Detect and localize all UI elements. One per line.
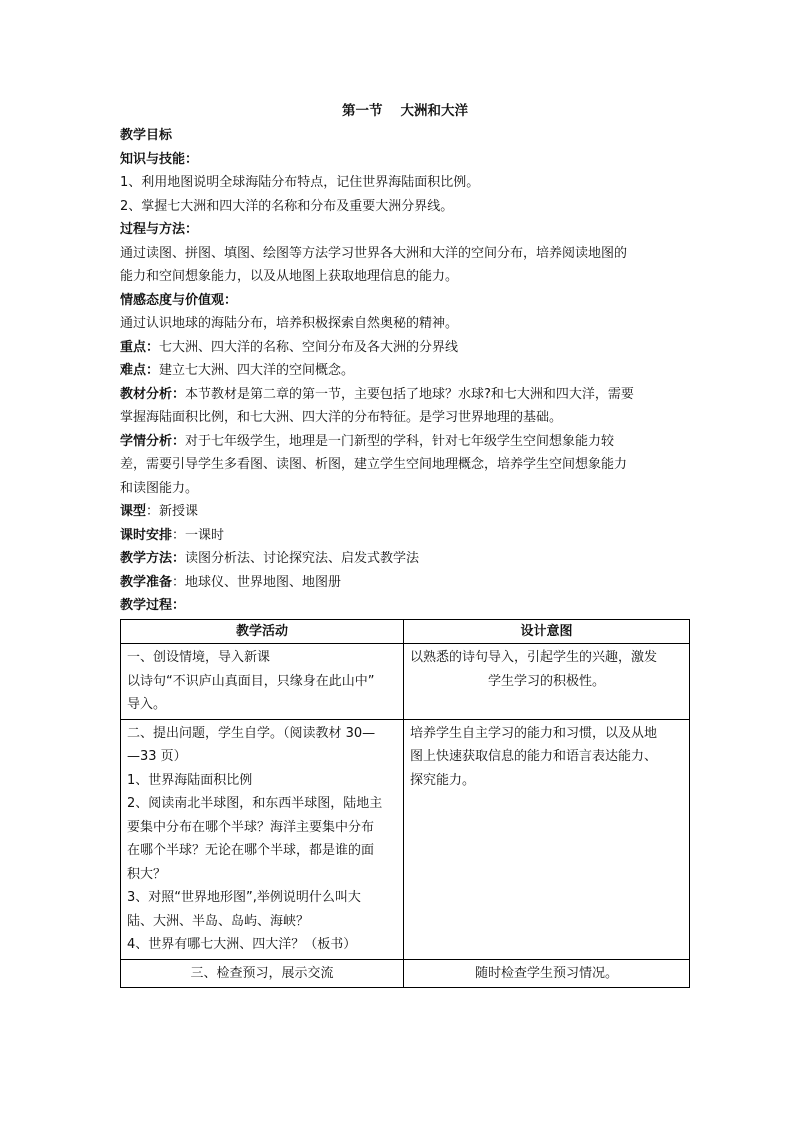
cell-line: 4、世界有哪七大洲、四大洋？（板书）	[127, 937, 357, 952]
cell-line: 在哪个半球？无论在哪个半球，都是谁的面	[127, 843, 375, 858]
prep-text: ：地球仪、世界地图、地图册	[172, 574, 342, 590]
cell-line: 培养学生自主学习的能力和习惯，以及从地	[410, 725, 658, 741]
knowledge-item: 2、掌握七大洲和四大洋的名称和分布及重要大洲分界线。	[120, 198, 454, 214]
section-title: 大洲和大洋	[400, 103, 468, 119]
table-row	[121, 719, 690, 959]
process-text-line: 能力和空间想象能力，以及从地图上获取地理信息的能力。	[120, 269, 459, 284]
difficulty	[120, 359, 690, 383]
table-row	[121, 644, 690, 720]
cell-line: 2、阅读南北半球图，和东西半球图，陆地主	[127, 796, 383, 811]
process-text-line: 通过读图、拼图、填图、绘图等方法学习世界各大洲和大洋的空间分布，培养阅读地图的	[120, 245, 628, 261]
difficulty-label: 难点：	[120, 363, 160, 378]
difficulty-text: 建立七大洲、四大洋的空间概念。	[159, 363, 355, 378]
students-label: 学情分析：	[120, 433, 186, 449]
cell-line: 二、提出问题，学生自学。（阅读教材 30—	[127, 725, 376, 741]
students-text-line: 对于七年级学生，地理是一门新型的学科，针对七年级学生空间想象能力较	[185, 433, 615, 449]
prep-label: 教学准备	[120, 574, 173, 590]
schedule	[120, 524, 690, 548]
cell-line: 1、世界海陆面积比例	[127, 772, 253, 788]
column-header-activity: 教学活动	[121, 619, 404, 644]
knowledge-heading: 知识与技能：	[120, 151, 199, 167]
methods-label: 教学方法：	[120, 551, 186, 566]
student-analysis	[120, 430, 690, 454]
process-table-heading: 教学过程：	[120, 598, 186, 613]
cell-line: 随时检查学生预习情况。	[474, 965, 618, 981]
schedule-text: ：一课时	[172, 527, 225, 543]
cell-line: 陆、大洲、半岛、岛屿、海峡？	[127, 913, 310, 929]
lesson-type-text: ：新授课	[146, 504, 199, 519]
cell-line: 探究能力。	[410, 772, 476, 788]
activity-cell	[121, 959, 404, 988]
lesson-type	[120, 500, 690, 524]
key-point-label: 重点：	[120, 339, 160, 355]
students-text-line: 和读图能力。	[120, 480, 199, 496]
activity-cell	[121, 719, 404, 959]
column-header-intent: 设计意图	[404, 619, 690, 644]
cell-line: 3、对照“世界地形图”,举例说明什么叫大	[127, 890, 361, 905]
table-row	[121, 959, 690, 988]
knowledge-item: 1、利用地图说明全球海陆分布特点，记住世界海陆面积比例。	[120, 175, 480, 190]
material-text-line: 本节教材是第二章的第一节，主要包括了地球？水球?和七大洲和四大洋，需要	[185, 386, 634, 402]
material-text-line: 掌握海陆面积比例，和七大洲、四大洋的分布特征。是学习世界地理的基础。	[120, 410, 563, 425]
intent-cell	[404, 719, 690, 959]
cell-line: 图上快速获取信息的能力和语言表达能力、	[410, 749, 658, 764]
cell-line: 三、检查预习，展示交流	[190, 965, 334, 981]
teaching-process-table	[120, 619, 690, 989]
cell-line: 以熟悉的诗句导入，引起学生的兴趣，激发	[410, 650, 658, 665]
cell-line: 一、创设情境，导入新课	[127, 650, 271, 665]
emotion-text: 通过认识地球的海陆分布，培养积极探索自然奥秘的精神。	[120, 316, 459, 331]
intent-cell	[404, 959, 690, 988]
lesson-type-label: 课型	[120, 504, 147, 519]
cell-line: —33 页）	[127, 749, 187, 764]
table-header-row	[121, 619, 690, 644]
goals-heading: 教学目标	[120, 128, 173, 143]
section-number: 第一节	[342, 103, 383, 119]
cell-line: 要集中分布在哪个半球？海洋主要集中分布	[127, 819, 375, 835]
cell-line: 学生学习的积极性。	[487, 673, 605, 689]
emotion-heading: 情感态度与价值观：	[120, 292, 238, 308]
schedule-label: 课时安排	[120, 527, 173, 543]
document-page	[120, 100, 690, 988]
intent-cell	[404, 644, 690, 720]
cell-line: 以诗句“不识庐山真面目，只缘身在此山中”	[127, 673, 375, 689]
cell-line: 导入。	[127, 697, 167, 712]
teaching-prep	[120, 571, 690, 595]
activity-cell	[121, 644, 404, 720]
key-point-text: 七大洲、四大洋的名称、空间分布及各大洲的分界线	[159, 339, 459, 355]
key-point	[120, 336, 690, 360]
students-text-line: 差，需要引导学生多看图、读图、析图，建立学生空间地理概念，培养学生空间想象能力	[120, 457, 628, 472]
teaching-methods	[120, 547, 690, 571]
methods-text: 读图分析法、讨论探究法、启发式教学法	[185, 551, 420, 566]
page-title	[120, 100, 690, 122]
process-heading: 过程与方法：	[120, 222, 199, 237]
material-label: 教材分析：	[120, 386, 186, 402]
material-analysis	[120, 383, 690, 407]
cell-line: 积大？	[127, 866, 167, 882]
